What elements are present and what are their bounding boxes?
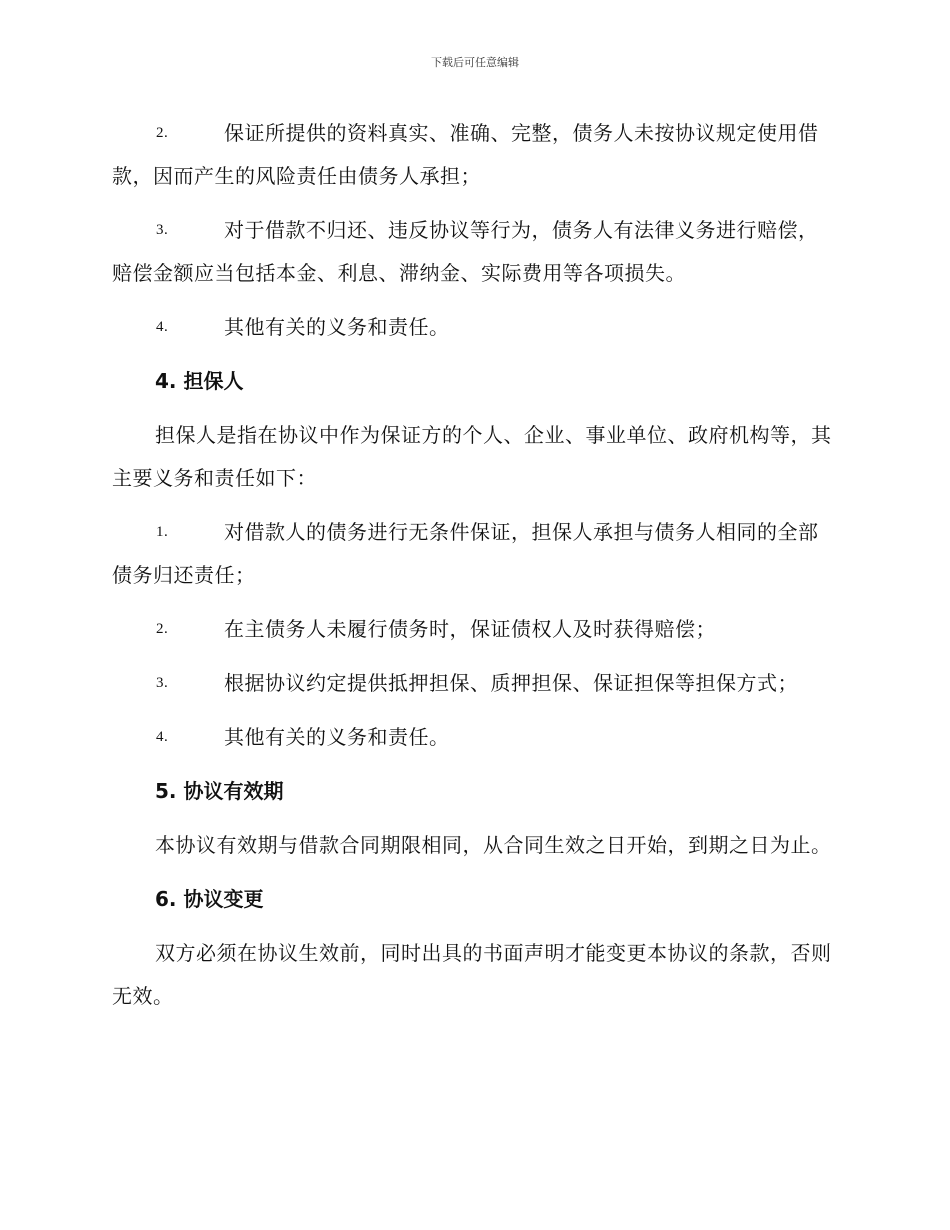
list-item-number: 3. [156,222,169,238]
paragraph: 担保人是指在协议中作为保证方的个人、企业、事业单位、政府机构等，其主要义务和责任如下： [112,423,832,490]
list-item-number: 3. [156,675,169,691]
page-header: 下载后可任意编辑 [431,56,519,69]
paragraph: 双方必须在协议生效前，同时出具的书面声明才能变更本协议的条款，否则无效。 [112,941,832,1008]
list-item-text: 根据协议约定提供抵押担保、质押担保、保证担保等担保方式； [224,671,798,695]
list-item-number: 4. [156,319,169,335]
list-item-number: 4. [156,729,169,745]
list-item-text: 其他有关的义务和责任。 [224,315,450,339]
list-item-text: 对于借款不归还、违反协议等行为，债务人有法律义务进行赔偿，赔偿金额应当包括本金、利息、滞纳金、实际费用等各项损失。 [112,218,819,285]
list-item-text: 对借款人的债务进行无条件保证，担保人承担与债务人相同的全部债务归还责任； [112,520,819,587]
list-item-text: 在主债务人未履行债务时，保证债权人及时获得赔偿； [224,617,716,641]
list-item [112,716,834,759]
list-item [112,608,834,651]
list-item [112,511,834,597]
list-item-number: 2. [156,125,169,141]
list-item-text: 保证所提供的资料真实、准确、完整，债务人未按协议规定使用借款，因而产生的风险责任由债务人承担； [112,121,819,188]
list-item-number: 1. [156,524,169,540]
paragraph: 本协议有效期与借款合同期限相同，从合同生效之日开始，到期之日为止。 [155,833,832,857]
section-heading-amendment: 6. 协议变更 [155,887,264,911]
list-item [112,306,834,349]
list-item [112,662,834,705]
list-item [112,112,834,198]
list-item-number: 2. [156,621,169,637]
list-item-text: 其他有关的义务和责任。 [224,725,450,749]
list-item [112,209,834,295]
section-heading-validity: 5. 协议有效期 [155,779,284,803]
section-heading-guarantor: 4. 担保人 [155,369,244,393]
document-body [112,112,834,1029]
